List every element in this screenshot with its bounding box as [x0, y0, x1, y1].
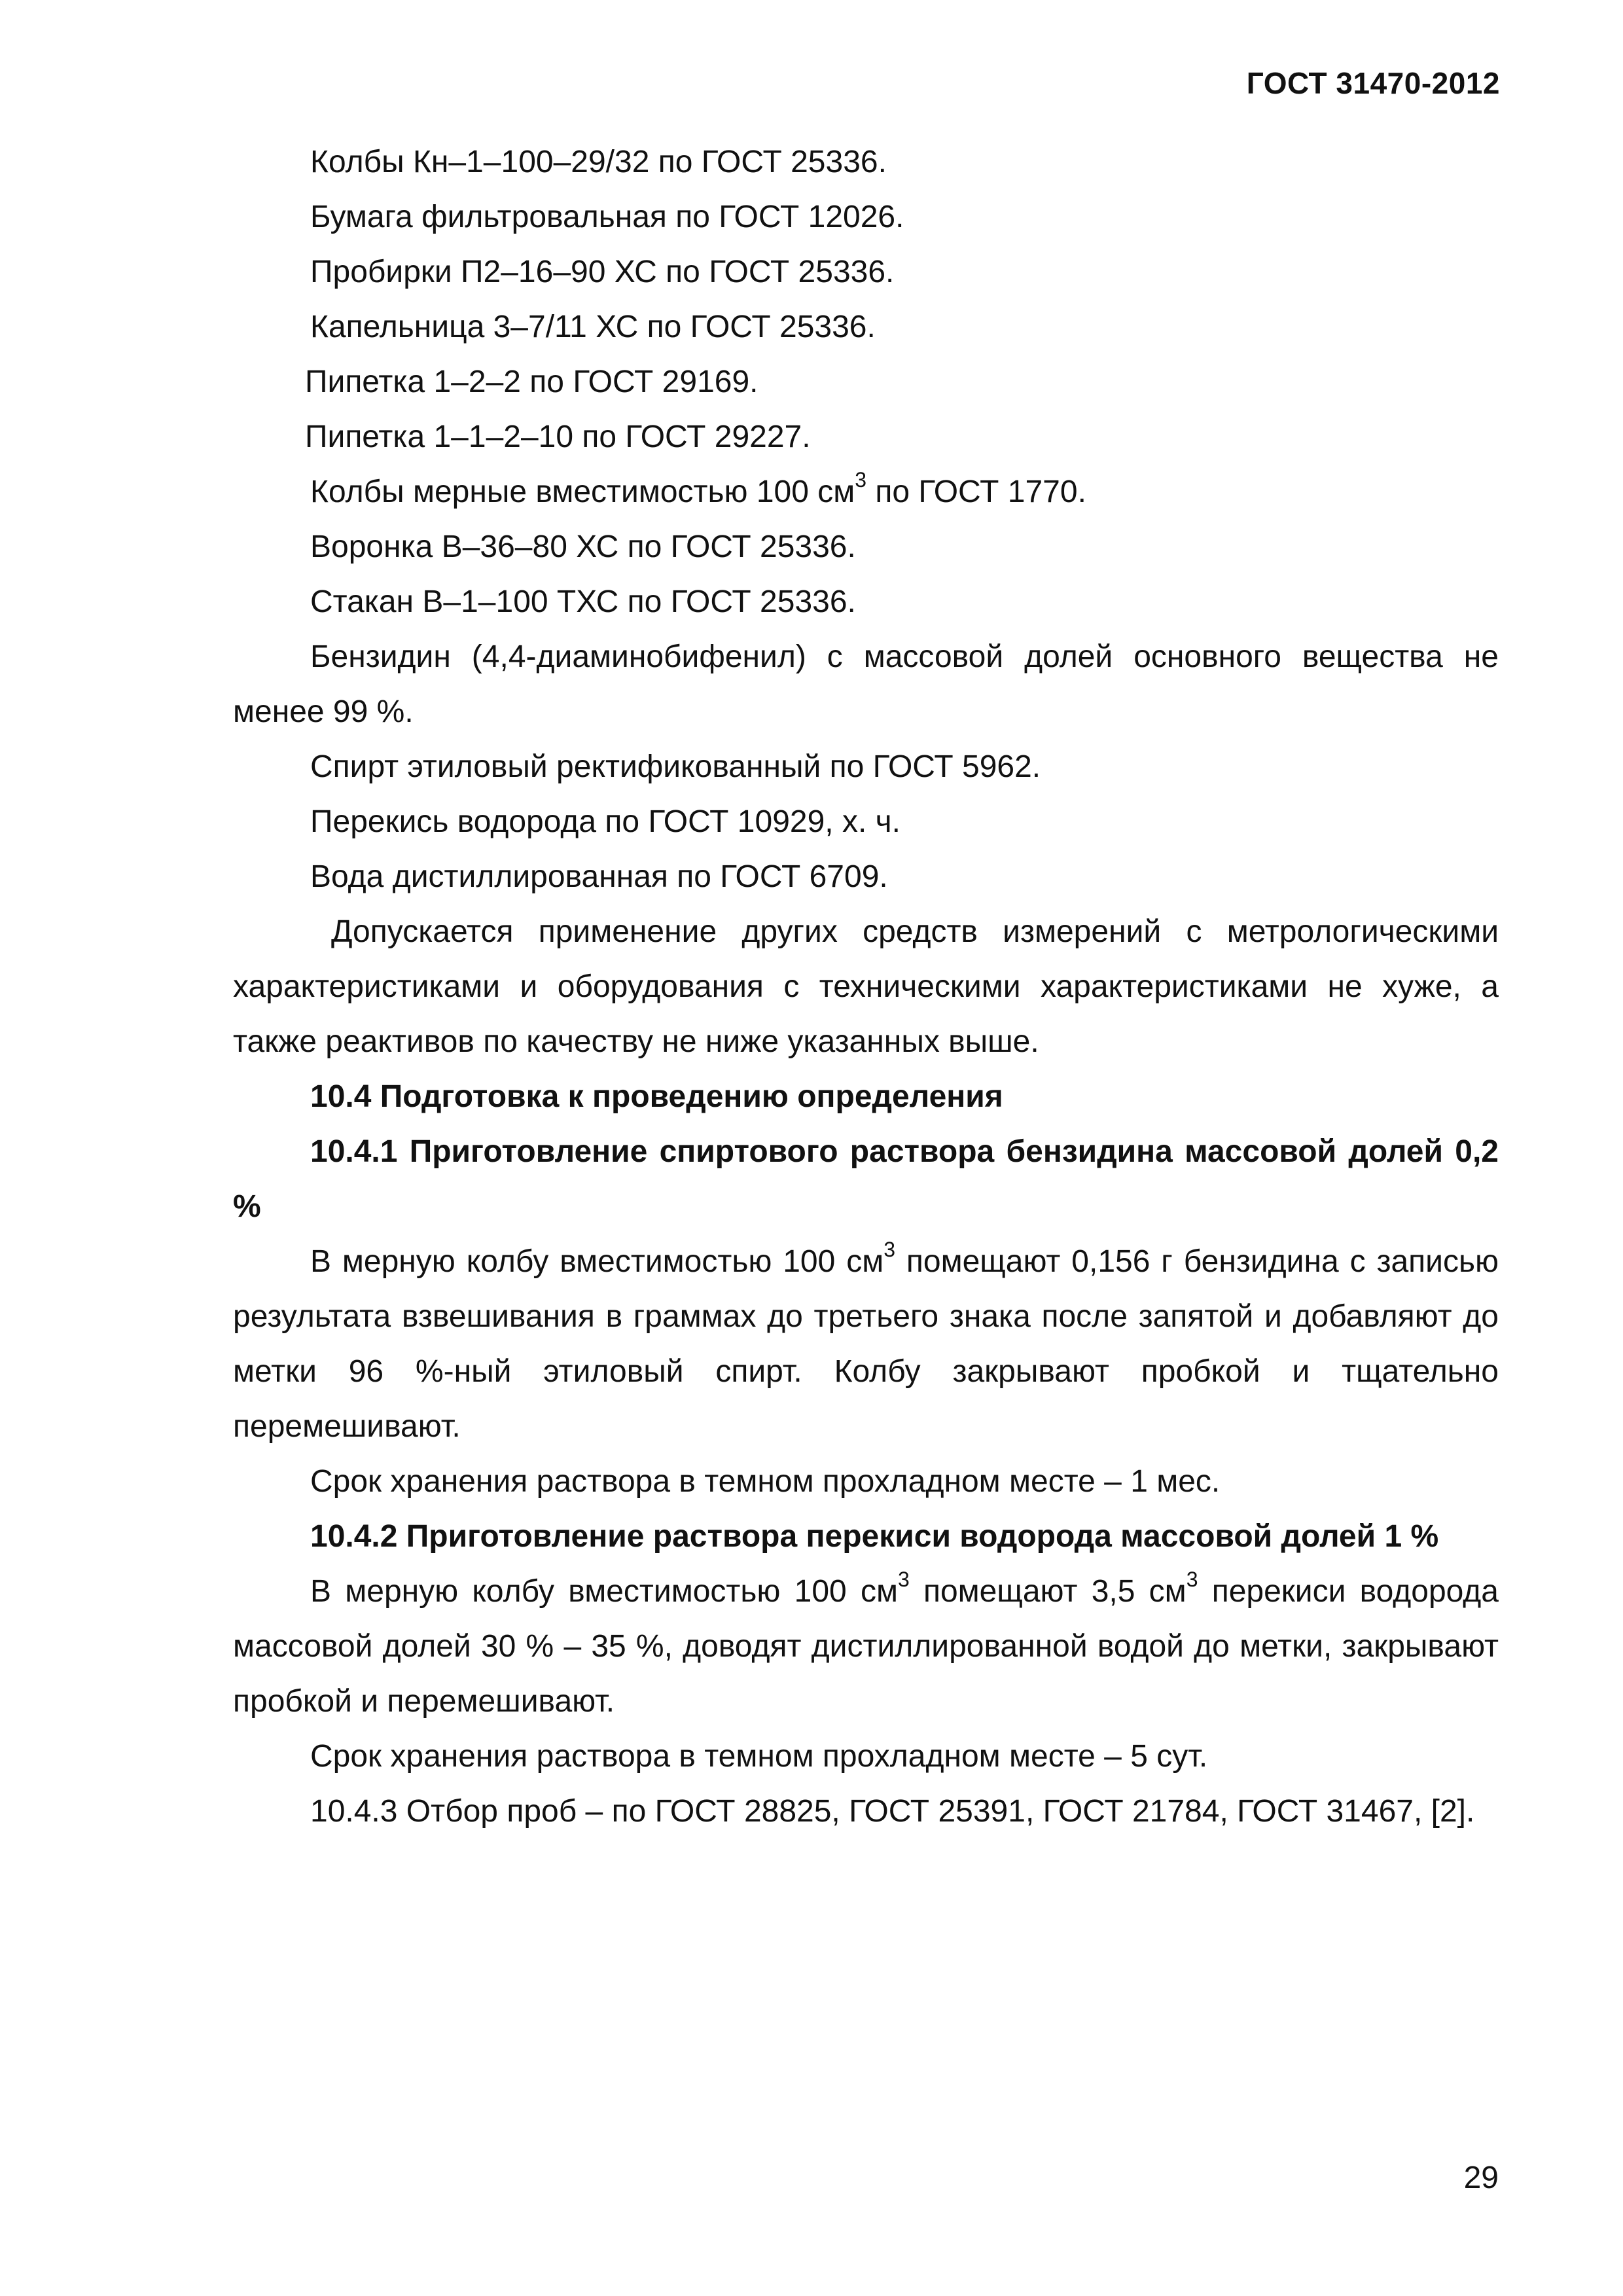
- substitution-note: Допускается применение других средств измерений с метрологическими характеристиками и оборудования с техническими характеристиками не хуже, а также реактивов по качеству не ниже указанных выше.: [233, 914, 1499, 1059]
- paragraph-10-4-2: В мерную колбу вместимостью 100 $см^3$ помещают 3,5 $см^3$ перекиси водорода массовой долей 30 % – 35 %, доводят дистиллированной водой до метки, закрывают пробкой и перемешивают.: [233, 1568, 1499, 1719]
- section-heading-10-4-1: 10.4.1 Приготовление спиртового раствора бензидина массовой долей 0,2 %: [233, 1134, 1499, 1224]
- equipment-volumetric-flasks: Колбы мерные вместимостью 100 $см^3$ по ГОСТ 1770.: [310, 468, 1086, 509]
- document-code-header: ГОСТ 31470-2012: [1246, 66, 1500, 100]
- section-heading-10-4: 10.4 Подготовка к проведению определения: [310, 1079, 1003, 1114]
- storage-note-1: Срок хранения раствора в темном прохладном месте – 1 мес.: [310, 1464, 1221, 1499]
- equipment-funnel: Воронка В–36–80 ХС по ГОСТ 25336.: [310, 529, 856, 564]
- paragraph-10-4-3: 10.4.3 Отбор проб – по ГОСТ 28825, ГОСТ 25391, ГОСТ 21784, ГОСТ 31467, [2].: [310, 1794, 1475, 1829]
- equipment-filter-paper: Бумага фильтровальная по ГОСТ 12026.: [310, 200, 904, 234]
- page-number: 29: [1463, 2161, 1499, 2195]
- equipment-flasks-kn: Колбы Кн–1–100–29/32 по ГОСТ 25336.: [310, 145, 887, 179]
- equipment-dropper: Капельница 3–7/11 ХС по ГОСТ 25336.: [310, 310, 876, 344]
- paragraph-10-4-1: В мерную колбу вместимостью 100 $см^3$ помещают 0,156 г бензидина с записью результата взвешивания в граммах до третьего знака после запятой и добавляют до метки 96 %-ный этиловый спирт. Колбу закрывают пробкой и тщательно перемешивают.: [233, 1238, 1499, 1444]
- reagent-distilled-water: Вода дистиллированная по ГОСТ 6709.: [310, 859, 888, 894]
- reagent-hydrogen-peroxide: Перекись водорода по ГОСТ 10929, х. ч.: [310, 804, 901, 839]
- equipment-pipette-1: Пипетка 1–2–2 по ГОСТ 29169.: [305, 365, 758, 399]
- document-body: [233, 135, 1499, 1839]
- equipment-beaker: Стакан В–1–100 ТХС по ГОСТ 25336.: [310, 584, 856, 619]
- storage-note-2: Срок хранения раствора в темном прохладном месте – 5 сут.: [310, 1739, 1208, 1774]
- section-heading-10-4-2: 10.4.2 Приготовление раствора перекиси водорода массовой долей 1 %: [310, 1519, 1439, 1554]
- reagent-ethanol: Спирт этиловый ректификованный по ГОСТ 5962.: [310, 749, 1041, 784]
- equipment-pipette-2: Пипетка 1–1–2–10 по ГОСТ 29227.: [305, 420, 811, 454]
- equipment-test-tubes: Пробирки П2–16–90 ХС по ГОСТ 25336.: [310, 255, 895, 289]
- reagent-benzidine: Бензидин (4,4-диаминобифенил) с массовой долей основного вещества не менее 99 %.: [233, 639, 1499, 729]
